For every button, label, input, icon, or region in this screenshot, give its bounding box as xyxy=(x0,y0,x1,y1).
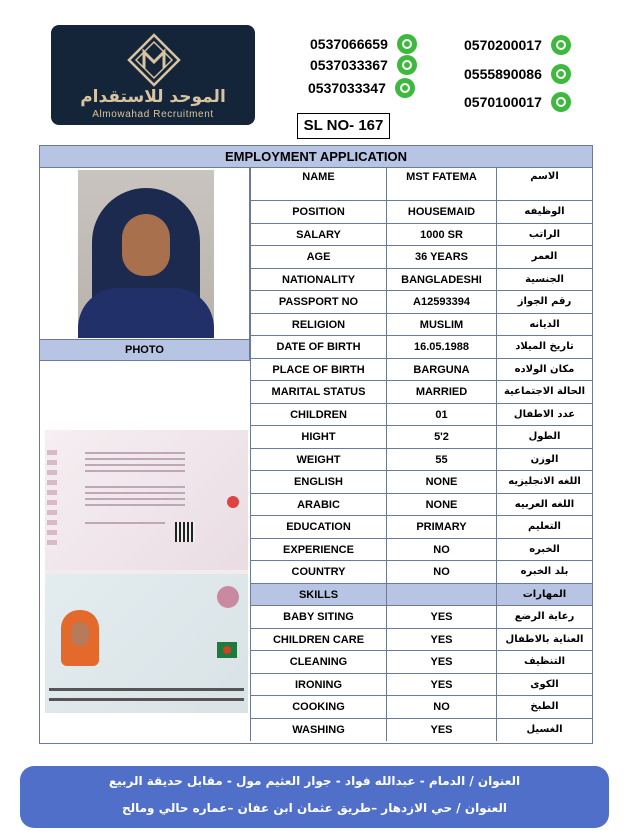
skill-label-arabic: الغسيل xyxy=(496,719,592,742)
whatsapp-icon xyxy=(397,34,417,54)
skill-label-arabic: الكوى xyxy=(496,674,592,696)
form-title: EMPLOYMENT APPLICATION xyxy=(40,146,592,168)
field-value: NONE xyxy=(386,471,496,493)
field-label-arabic: الديانه xyxy=(496,314,592,336)
field-label: WEIGHT xyxy=(250,449,386,471)
phone-number[interactable]: 0537066659 xyxy=(310,34,417,54)
table-row xyxy=(250,246,592,269)
skill-label-arabic: التنظيف xyxy=(496,651,592,673)
phone-number[interactable]: 0537033347 xyxy=(308,78,415,98)
field-label-arabic: الاسم xyxy=(496,168,592,200)
table-row xyxy=(250,516,592,539)
field-value: 1000 SR xyxy=(386,224,496,246)
skill-value: YES xyxy=(386,674,496,696)
table-row xyxy=(250,404,592,427)
field-label: MARITAL STATUS xyxy=(250,381,386,403)
table-row xyxy=(250,201,592,224)
table-row xyxy=(250,426,592,449)
skill-row xyxy=(250,719,592,742)
skill-label: CHILDREN CARE xyxy=(250,629,386,651)
skills-header: SKILLS xyxy=(250,584,386,606)
field-value: 55 xyxy=(386,449,496,471)
field-value: NONE xyxy=(386,494,496,516)
skill-label: IRONING xyxy=(250,674,386,696)
skill-value: NO xyxy=(386,696,496,718)
skill-label: CLEANING xyxy=(250,651,386,673)
field-label-arabic: التعليم xyxy=(496,516,592,538)
field-label: HIGHT xyxy=(250,426,386,448)
field-label: AGE xyxy=(250,246,386,268)
logo-english-text: Almowahad Recruitment xyxy=(92,109,214,120)
field-label: EXPERIENCE xyxy=(250,539,386,561)
table-row xyxy=(250,381,592,404)
skill-value: YES xyxy=(386,719,496,742)
skill-label-arabic: رعاية الرضع xyxy=(496,606,592,628)
field-label: EDUCATION xyxy=(250,516,386,538)
field-label: NATIONALITY xyxy=(250,269,386,291)
field-label-arabic: العمر xyxy=(496,246,592,268)
field-label: SALARY xyxy=(250,224,386,246)
field-value: MUSLIM xyxy=(386,314,496,336)
skill-row xyxy=(250,606,592,629)
skill-label: COOKING xyxy=(250,696,386,718)
field-value: BANGLADESHI xyxy=(386,269,496,291)
logo-arabic-text: الموحد للاستقدام xyxy=(80,87,226,107)
skill-row xyxy=(250,696,592,719)
field-label-arabic: الخبره xyxy=(496,539,592,561)
field-value: HOUSEMAID xyxy=(386,201,496,223)
phone-number[interactable]: 0537033367 xyxy=(310,55,417,75)
skill-label-arabic: الطبخ xyxy=(496,696,592,718)
field-label-arabic: الجنسية xyxy=(496,269,592,291)
field-label: PLACE OF BIRTH xyxy=(250,359,386,381)
phone-number[interactable]: 0570100017 xyxy=(464,92,571,112)
field-value: A12593394 xyxy=(386,291,496,313)
table-row xyxy=(250,269,592,292)
skills-header-spacer xyxy=(386,584,496,606)
field-label: NAME xyxy=(250,168,386,200)
field-label-arabic: تاريخ الميلاد xyxy=(496,336,592,358)
skill-row xyxy=(250,651,592,674)
field-label-arabic: اللغه العربيه xyxy=(496,494,592,516)
field-label: PASSPORT NO xyxy=(250,291,386,313)
skill-label: WASHING xyxy=(250,719,386,742)
skill-value: YES xyxy=(386,629,496,651)
applicant-photo xyxy=(78,170,214,338)
field-label-arabic: الطول xyxy=(496,426,592,448)
table-row xyxy=(250,494,592,517)
field-label-arabic: رقم الجواز xyxy=(496,291,592,313)
skills-header-arabic: المهارات xyxy=(496,584,592,606)
field-label-arabic: الراتب xyxy=(496,224,592,246)
whatsapp-icon xyxy=(551,35,571,55)
serial-number: SL NO- 167 xyxy=(297,113,390,139)
field-label: ARABIC xyxy=(250,494,386,516)
skill-label: BABY SITING xyxy=(250,606,386,628)
whatsapp-icon xyxy=(551,92,571,112)
field-label-arabic: عدد الاطفال xyxy=(496,404,592,426)
employment-application-form xyxy=(39,145,593,744)
whatsapp-icon xyxy=(395,78,415,98)
field-label: DATE OF BIRTH xyxy=(250,336,386,358)
field-value: 5'2 xyxy=(386,426,496,448)
table-row xyxy=(250,291,592,314)
table-row xyxy=(250,449,592,472)
field-label: CHILDREN xyxy=(250,404,386,426)
table-row xyxy=(250,539,592,562)
field-value: 16.05.1988 xyxy=(386,336,496,358)
address-footer xyxy=(20,766,609,828)
field-value: BARGUNA xyxy=(386,359,496,381)
company-logo xyxy=(51,25,255,125)
address-line-2: العنوان / حي الازدهار –طريق عثمان ابن عفان –عماره حالي ومالح xyxy=(121,801,508,815)
table-row xyxy=(250,561,592,584)
whatsapp-icon xyxy=(397,55,417,75)
field-value: PRIMARY xyxy=(386,516,496,538)
skill-value: YES xyxy=(386,606,496,628)
field-label: RELIGION xyxy=(250,314,386,336)
table-row xyxy=(250,336,592,359)
logo-emblem-icon xyxy=(127,33,181,87)
phone-number[interactable]: 0570200017 xyxy=(464,35,571,55)
table-row xyxy=(250,359,592,382)
field-label: ENGLISH xyxy=(250,471,386,493)
field-label-arabic: مكان الولاده xyxy=(496,359,592,381)
field-label: COUNTRY xyxy=(250,561,386,583)
field-label-arabic: بلد الخبره xyxy=(496,561,592,583)
application-details-table xyxy=(250,168,592,741)
photo-cell xyxy=(40,168,250,339)
table-row xyxy=(250,314,592,337)
field-label-arabic: الوظيفه xyxy=(496,201,592,223)
field-value: NO xyxy=(386,539,496,561)
table-row xyxy=(250,168,592,201)
skills-header-row xyxy=(250,584,592,607)
address-line-1: العنوان / الدمام - عبدالله فواد - جوار العثيم مول - مقابل حديقة الربيع xyxy=(108,774,521,788)
photo-label: PHOTO xyxy=(40,339,250,361)
whatsapp-icon xyxy=(551,64,571,84)
field-label-arabic: الحالة الاجتماعية xyxy=(496,381,592,403)
field-value: 01 xyxy=(386,404,496,426)
field-value: MARRIED xyxy=(386,381,496,403)
field-label-arabic: الوزن xyxy=(496,449,592,471)
passport-scan-image xyxy=(45,430,248,713)
field-value: MST FATEMA xyxy=(386,168,496,200)
skill-value: YES xyxy=(386,651,496,673)
skill-label-arabic: العناية بالاطفال xyxy=(496,629,592,651)
field-label-arabic: اللغه الانجليزيه xyxy=(496,471,592,493)
field-label: POSITION xyxy=(250,201,386,223)
phone-number[interactable]: 0555890086 xyxy=(464,64,571,84)
field-value: NO xyxy=(386,561,496,583)
field-value: 36 YEARS xyxy=(386,246,496,268)
skill-row xyxy=(250,629,592,652)
table-row xyxy=(250,224,592,247)
skill-row xyxy=(250,674,592,697)
table-row xyxy=(250,471,592,494)
